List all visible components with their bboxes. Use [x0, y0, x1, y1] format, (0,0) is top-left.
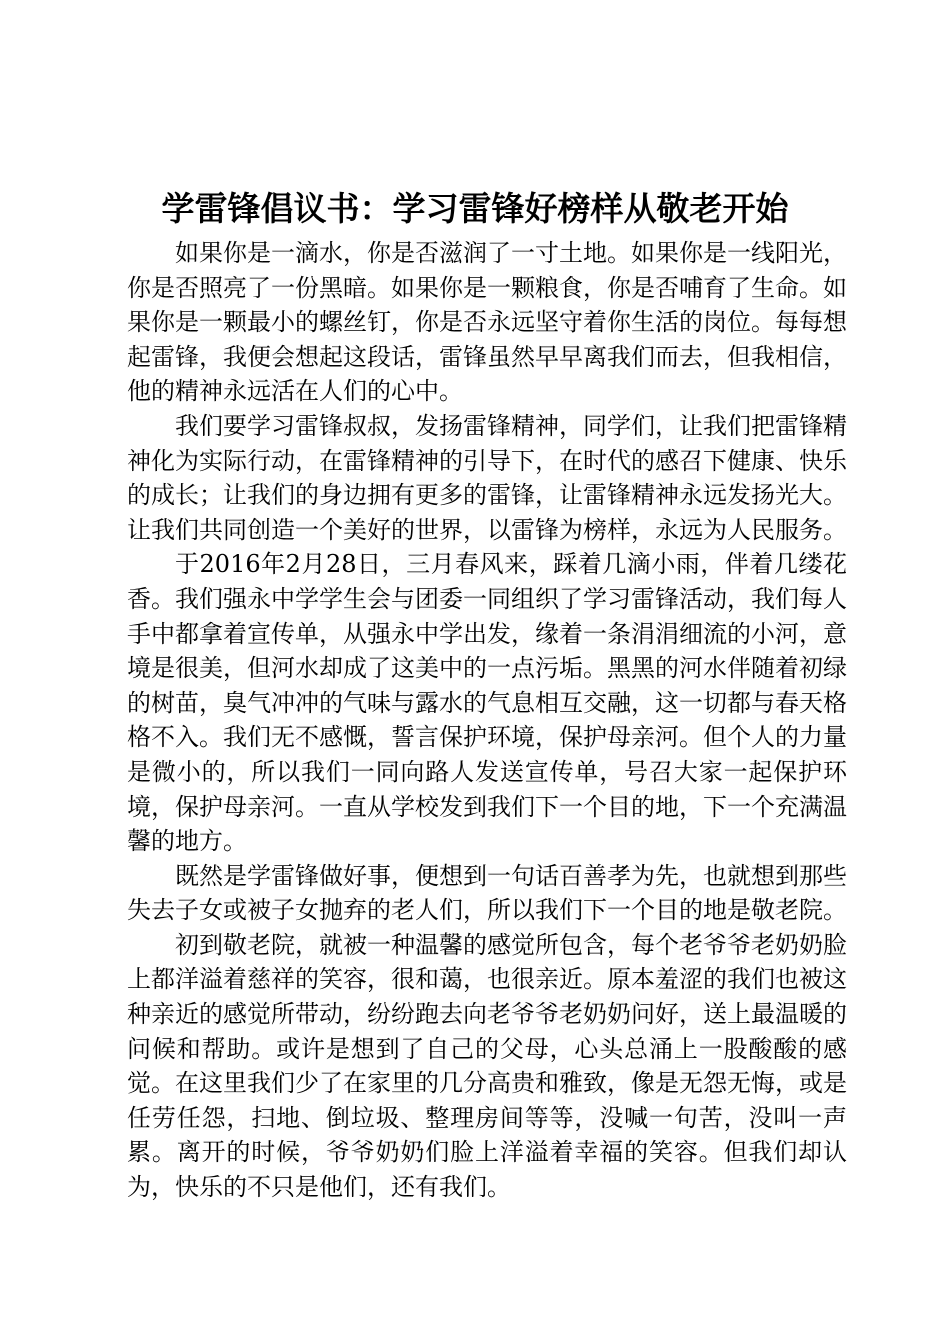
paragraph-4: 既然是学雷锋做好事，便想到一句话百善孝为先，也就想到那些失去子女或被子女抛弃的老人们，所以我们下一个目的地是敬老院。	[127, 861, 847, 925]
document-body	[127, 236, 847, 1205]
paragraph-3: 于2016年2月28日，三月春风来，踩着几滴小雨，伴着几缕花香。我们强永中学学生会与团委一同组织了学习雷锋活动，我们每人手中都拿着宣传单，从强永中学出发，缘着一条涓涓细流的小河，意境是很美，但河水却成了这美中的一点污垢。黑黑的河水伴随着初绿的树苗，臭气冲冲的气味与露水的气息相互交融，这一切都与春天格格不入。我们无不感慨，誓言保护环境，保护母亲河。但个人的力量是微小的，所以我们一同向路人发送宣传单，号召大家一起保护环境，保护母亲河。一直从学校发到我们下一个目的地，下一个充满温馨的地方。	[127, 550, 847, 856]
document-title: 学雷锋倡议书：学习雷锋好榜样从敬老开始	[161, 189, 789, 228]
paragraph-1: 如果你是一滴水，你是否滋润了一寸土地。如果你是一线阳光，你是否照亮了一份黑暗。如果你是一颗粮食，你是否哺育了生命。如果你是一颗最小的螺丝钉，你是否永远坚守着你生活的岗位。每每想起雷锋，我便会想起这段话，雷锋虽然早早离我们而去，但我相信，他的精神永远活在人们的心中。	[127, 239, 847, 406]
paragraph-2: 我们要学习雷锋叔叔，发扬雷锋精神，同学们，让我们把雷锋精神化为实际行动，在雷锋精神的引导下，在时代的感召下健康、快乐的成长；让我们的身边拥有更多的雷锋，让雷锋精神永远发扬光大。让我们共同创造一个美好的世界，以雷锋为榜样，永远为人民服务。	[127, 411, 847, 544]
paragraph-5: 初到敬老院，就被一种温馨的感觉所包含，每个老爷爷老奶奶脸上都洋溢着慈祥的笑容，很和蔼，也很亲近。原本羞涩的我们也被这种亲近的感觉所带动，纷纷跑去向老爷爷老奶奶问好，送上最温暖的问候和帮助。或许是想到了自己的父母，心头总涌上一股酸酸的感觉。在这里我们少了在家里的几分高贵和雅致，像是无怨无悔，或是任劳任怨，扫地、倒垃圾、整理房间等等，没喊一句苦，没叫一声累。离开的时候，爷爷奶奶们脸上洋溢着幸福的笑容。但我们却认为，快乐的不只是他们，还有我们。	[127, 930, 847, 1202]
